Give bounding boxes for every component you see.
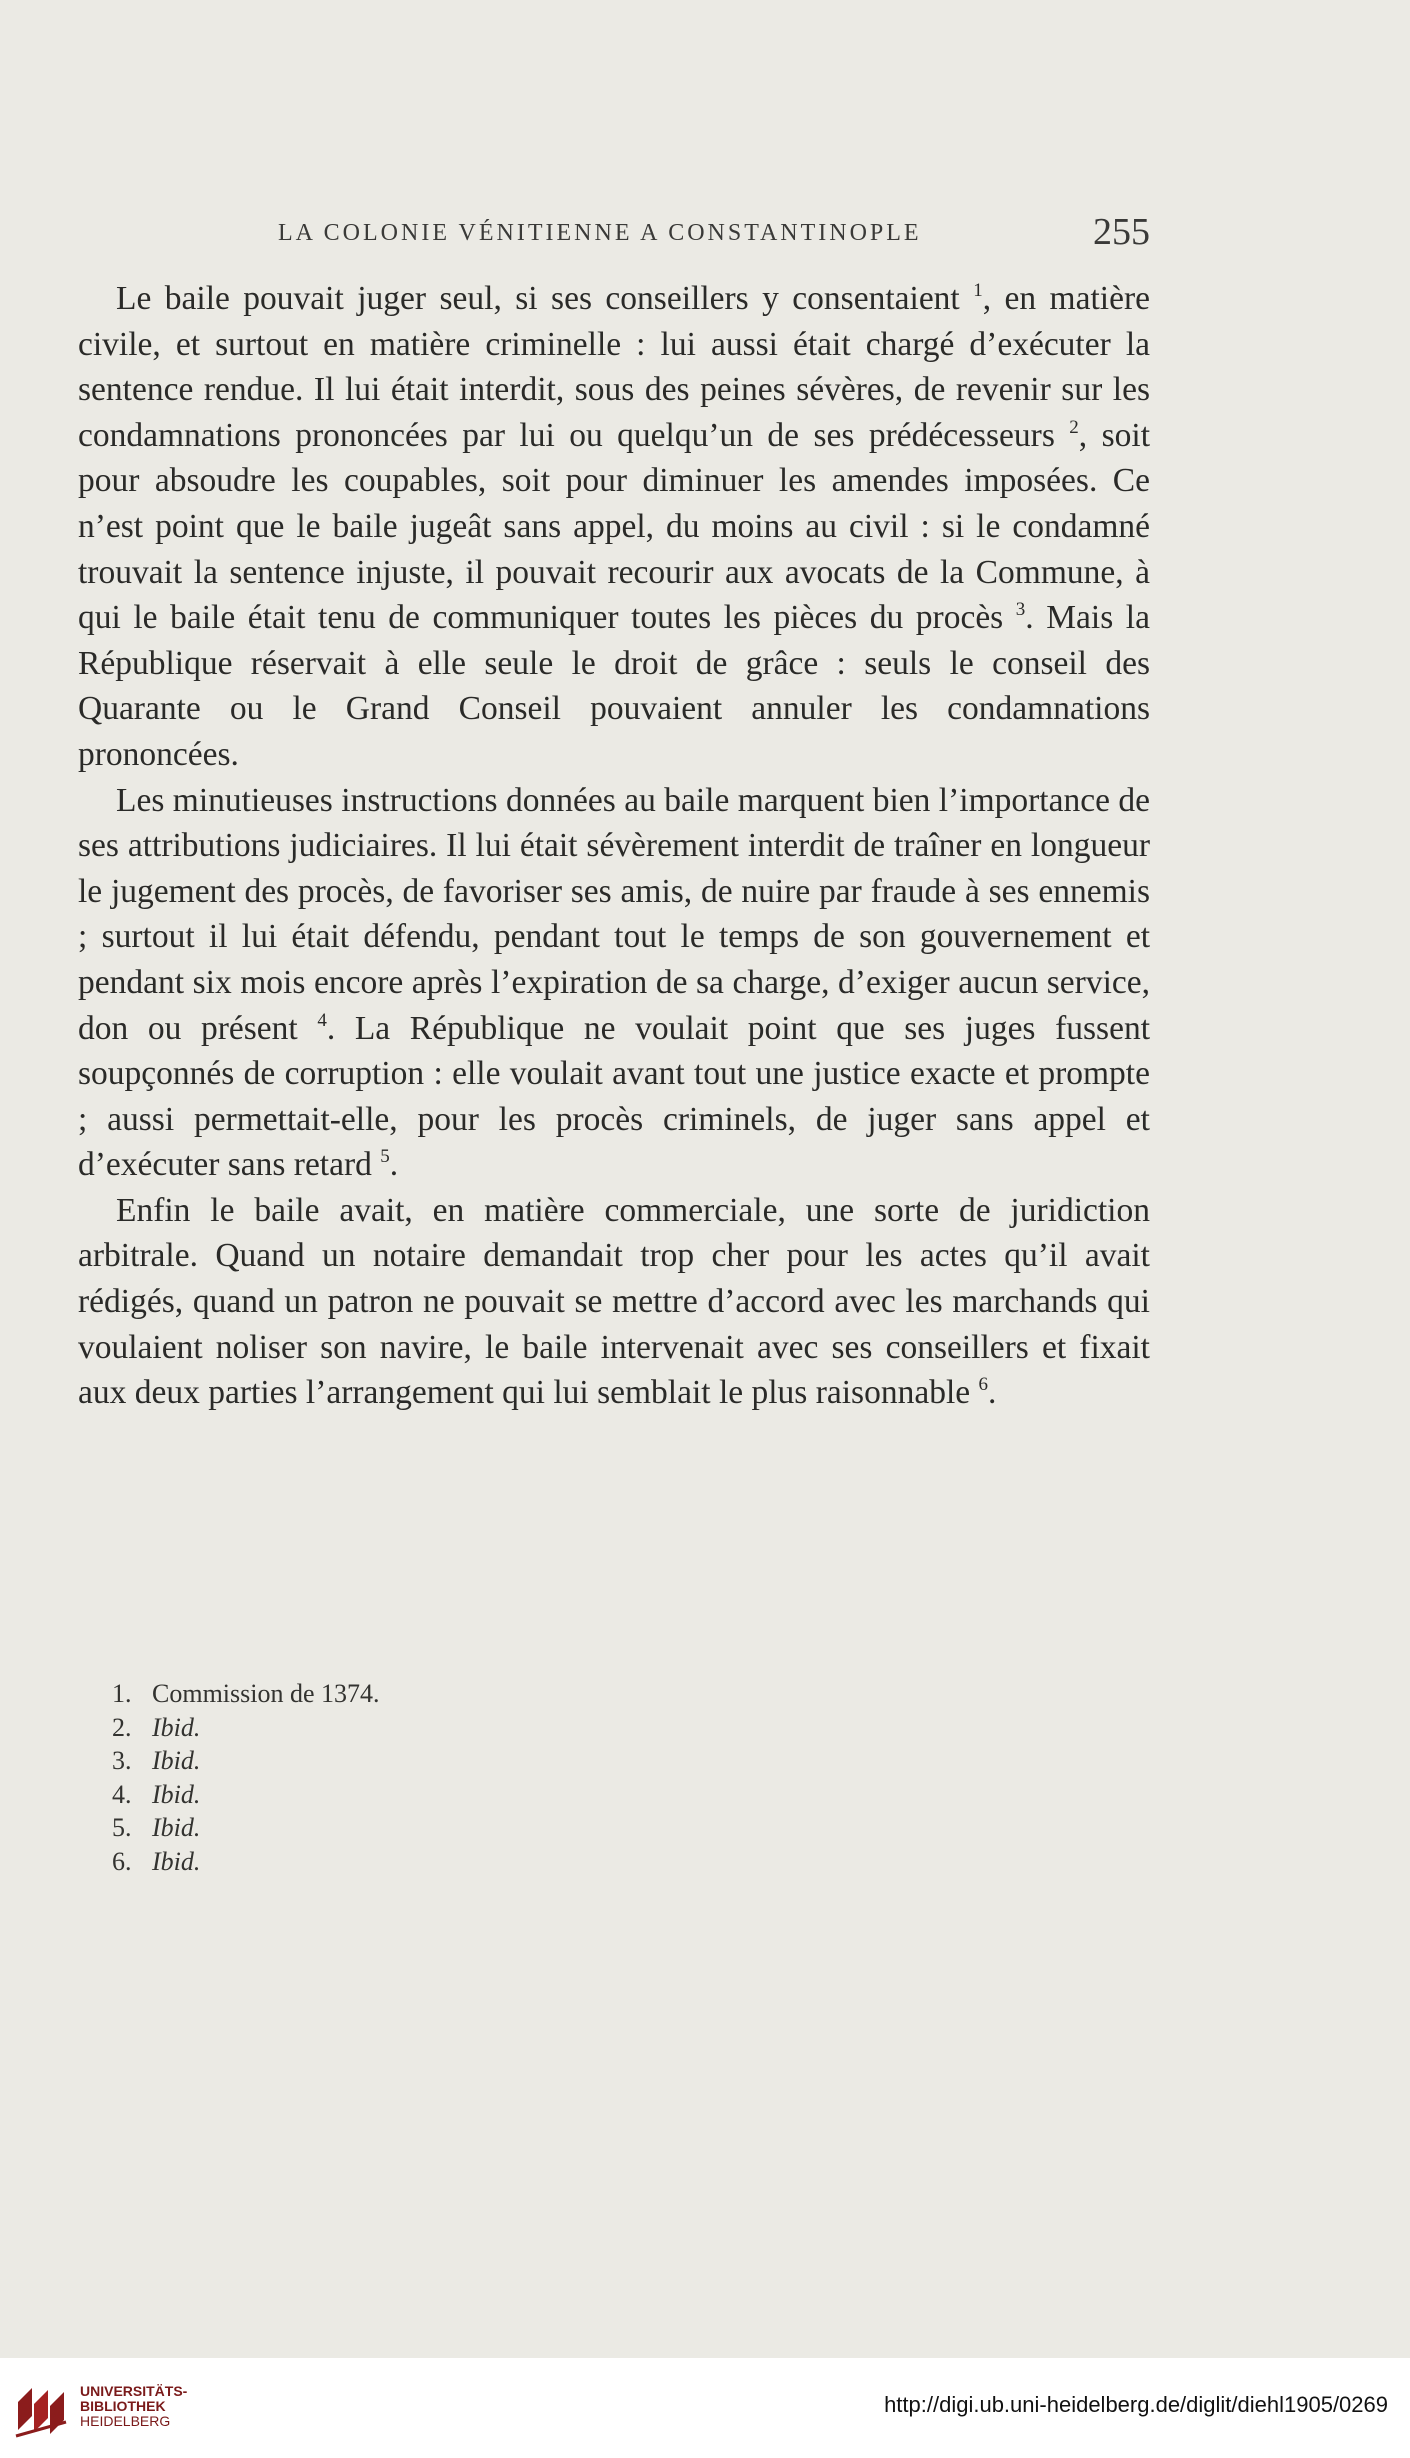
- library-name-line: HEIDELBERG: [80, 2413, 171, 2429]
- footnote-number: 1.: [112, 1679, 132, 1708]
- footnote-text: Ibid.: [152, 1746, 201, 1776]
- paragraph-2: [78, 778, 1150, 1188]
- footnote-text: Ibid.: [152, 1712, 201, 1742]
- footnote: [112, 1677, 380, 1711]
- footnote: [112, 1845, 380, 1879]
- paragraph-1: [78, 276, 1150, 778]
- library-name-line: UNIVERSITÄTS-: [80, 2383, 188, 2399]
- running-head: [78, 208, 1150, 268]
- footer-bar: [0, 2358, 1410, 2458]
- paragraph-text: . Mais la République réservait à elle seule le droit de grâce : seuls le conseil des Quarante ou le Grand Conseil pouvaient annuler les condamnations prononcées.: [78, 599, 1150, 773]
- paragraph-text: .: [988, 1374, 997, 1412]
- footnote-ref-6: 6: [978, 1374, 989, 1396]
- footnote-ref-1: 1: [973, 280, 983, 301]
- footnote: [112, 1744, 380, 1778]
- paragraph-text: , soit pour absoudre les coupables, soit pour diminuer les amendes imposées. Ce n’est point que le baile jugeât sans appel, du moins au civil : si le condamné trouvait la sentence injuste, il pouvait recourir aux avocats de la Commune, à qui le baile était tenu de communiquer toutes les pièces du procès: [78, 416, 1151, 637]
- paragraph-text: Les minutieuses instructions données au baile marquent bien l’importance de ses attributions judiciaires. Il lui était sévèrement interdit de traîner en longueur le jugement des procès, de favoriser ses amis, de nuire par fraude à ses ennemis ; surtout il lui était défendu, pendant tout le temps de son gouvernement et pendant six mois encore après l’expiration de sa charge, d’exiger aucun service, don ou présent: [78, 781, 1150, 1047]
- footnote-number: 4.: [112, 1779, 132, 1809]
- running-title: LA COLONIE VÉNITIENNE A CONSTANTINOPLE: [278, 220, 922, 246]
- footnote-ref-3: 3: [1015, 599, 1026, 621]
- footnote-ref-4: 4: [317, 1009, 327, 1031]
- footnote-text: Ibid.: [152, 1779, 201, 1809]
- footnote-ref-2: 2: [1069, 416, 1079, 438]
- footnote-number: 2.: [112, 1712, 132, 1742]
- footnote: [112, 1778, 380, 1812]
- footnotes: [112, 1677, 380, 1879]
- library-name-line: BIBLIOTHEK: [80, 2398, 166, 2414]
- library-name[interactable]: [80, 2384, 187, 2429]
- page-number: 255: [1093, 211, 1150, 253]
- paragraph-text: Le baile pouvait juger seul, si ses conseillers y consentaient: [116, 280, 974, 317]
- paragraph-text: Enfin le baile avait, en matière commerciale, une sorte de juridiction arbitrale. Quand un notaire demandait trop cher pour les actes qu’il avait rédigés, quand un patron ne pouvait se mettre d’accord avec les marchands qui voulaient noliser son navire, le baile intervenait avec ses conseillers et fixait aux deux parties l’arrangement qui lui semblait le plus raisonnable: [78, 1191, 1150, 1412]
- paragraph-text: . La République ne voulait point que ses juges fussent soupçonnés de corruption : elle voulait avant tout une justice exacte et prompte ; aussi permettait-elle, pour les procès criminels, de juger sans appel et d’exécuter sans retard: [78, 1009, 1150, 1184]
- paragraph-3: [78, 1188, 1150, 1416]
- footnote-number: 5.: [112, 1813, 132, 1843]
- footnote-ref-5: 5: [380, 1146, 390, 1168]
- footnote-text: Ibid.: [152, 1846, 201, 1876]
- source-url-link[interactable]: http://digi.ub.uni-heidelberg.de/diglit/diehl1905/0269: [884, 2392, 1388, 2417]
- footnote: [112, 1811, 380, 1845]
- footnote-text: Commission de 1374.: [152, 1679, 380, 1708]
- footnote-number: 6.: [112, 1846, 132, 1876]
- heidelberg-library-logo-icon[interactable]: [14, 2380, 68, 2440]
- paragraph-text: .: [389, 1146, 399, 1184]
- body-text: [78, 276, 1150, 1416]
- footnote: [112, 1711, 380, 1745]
- footnote-number: 3.: [112, 1746, 132, 1776]
- footnote-text: Ibid.: [152, 1813, 201, 1843]
- paragraph-text: , en matière civile, et surtout en matière criminelle : lui aussi était chargé d’exécuter la sentence rendue. Il lui était interdit, sous des peines sévères, de revenir sur les condamnations prononcées par lui ou quelqu’un de ses prédécesseurs: [78, 280, 1150, 454]
